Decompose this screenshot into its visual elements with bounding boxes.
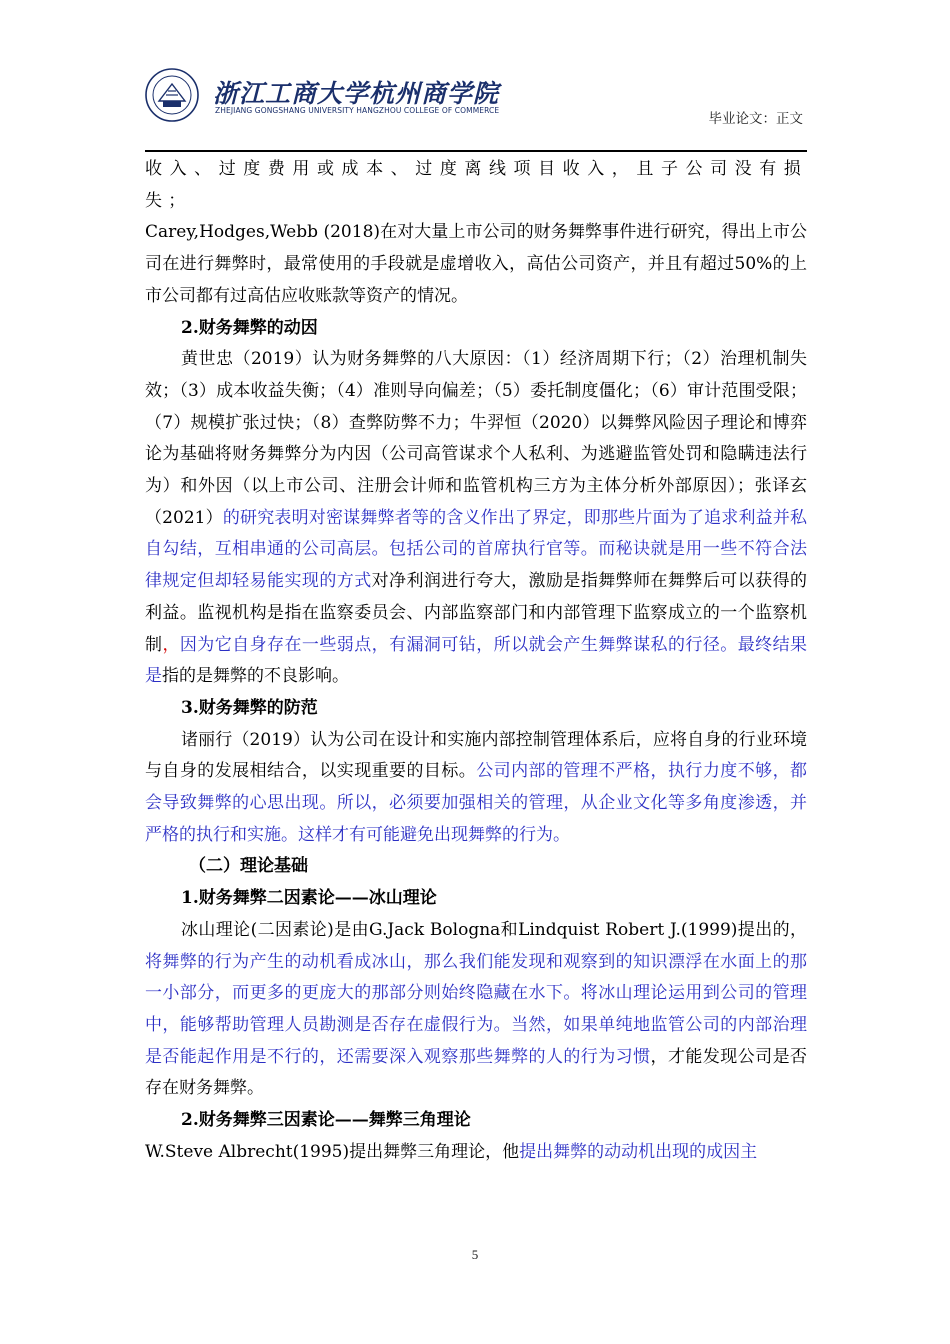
paragraph: Carey,Hodges,Webb (2018)在对大量上市公司的财务舞弊事件进行研究，得出上市公司在进行舞弊时，最常使用的手段就是虚增收入，高估公司资产，并且有超过50%的上市公司都有过高估应收账款等资产的情况。: [145, 222, 807, 306]
document-label: 毕业论文：正文: [708, 111, 803, 127]
section-heading: 2.财务舞弊三因素论——舞弊三角理论: [181, 1110, 471, 1131]
section-heading: （二）理论基础: [189, 856, 308, 877]
school-name-cn: 浙江工商大学杭州商学院: [213, 79, 500, 108]
paragraph: W.Steve Albrecht(1995)提出舞弊三角理论，他提出舞弊的动动机出现的成因主: [145, 1141, 758, 1162]
header-divider: [145, 150, 807, 152]
paragraph: 诸丽行（2019）认为公司在设计和实施内部控制管理体系后，应将自身的行业环境与自身的发展相结合，以实现重要的目标。公司内部的管理不严格，执行力度不够，都会导致舞弊的心思出现。所以，必须要加强相关的管理，从企业文化等多角度渗透，并严格的执行和实施。这样才有可能避免出现舞弊的行为。: [145, 729, 808, 845]
university-seal-icon: [145, 68, 199, 122]
paragraph: 冰山理论(二因素论)是由G.Jack Bologna和Lindquist Robert J.(1999)提出的，将舞弊的行为产生的动机看成冰山，那么我们能发现和观察到的知识漂浮在水面上的那一小部分，而更多的更庞大的那部分则始终隐藏在水下。将冰山理论运用到公司的管理中，能够帮助管理人员勘测是否存在虚假行为。当然，如果单纯地监管公司的内部治理是否能起作用是不行的，还需要深入观察那些舞弊的人的行为习惯，才能发现公司是否存在财务舞弊。: [145, 919, 808, 1099]
page-number: 5: [471, 1247, 479, 1262]
paragraph: 黄世忠（2019）认为财务舞弊的八大原因：（1）经济周期下行；（2）治理机制失效；（3）成本收益失衡；（4）准则导向偏差；（5）委托制度僵化；（6）审计范围受限；（7）规模扩张过快；（8）查弊防弊不力；牛羿恒（2020）以舞弊风险因子理论和博弈论为基础将财务舞弊分为内因（公司高管谋求个人私利、为逃避监管处罚和隐瞒违法行为）和外因（以上市公司、注册会计师和监管机构三方为主体分析外部原因）；张译玄（2021）的研究表明对密谋舞弊者等的含义作出了界定，即那些片面为了追求利益并私自勾结，互相串通的公司高层。包括公司的首席执行官等。而秘诀就是用一些不符合法律规定但却轻易能实现的方式对净利润进行夸大，激励是指舞弊师在舞弊后可以获得的利益。监视机构是指在监察委员会、内部监察部门和内部管理下监察成立的一个监察机制，因为它自身存在一些弱点，有漏洞可钻，所以就会产生舞弊谋私的行径。最终结果是指的是舞弊的不良影响。: [145, 349, 808, 687]
section-heading: 3.财务舞弊的防范: [181, 697, 318, 718]
page-body: [145, 154, 807, 1169]
school-name-en: ZHEJIANG GONGSHANG UNIVERSITY HANGZHOU COLLEGE OF COMMERCE: [215, 106, 500, 115]
section-heading: 2.财务舞弊的动因: [181, 317, 318, 338]
section-heading: 1.财务舞弊二因素论——冰山理论: [181, 888, 437, 909]
page-header: [145, 62, 807, 152]
paragraph-line: 收入、过度费用或成本、过度离线项目收入，且子公司没有损失；: [145, 159, 807, 211]
